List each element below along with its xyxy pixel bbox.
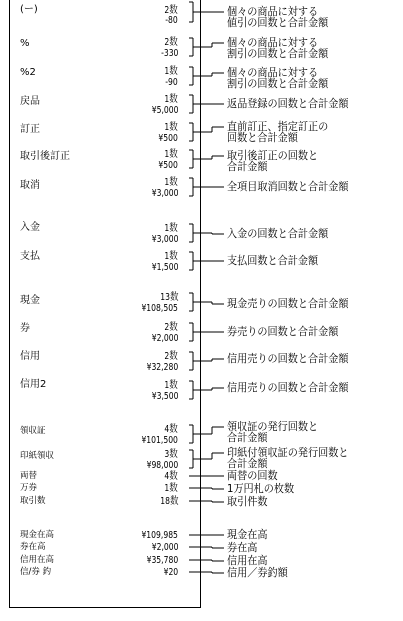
row-count: 2数 bbox=[164, 5, 178, 16]
row-description: 個々の商品に対する bbox=[227, 5, 319, 18]
row-description: 返品登録の回数と合計金額 bbox=[227, 97, 349, 110]
row-count: ¥109,985 bbox=[141, 530, 178, 541]
row-label: 訂正 bbox=[20, 124, 40, 135]
row-count: 2数 bbox=[164, 351, 178, 362]
row-label: 印紙領収 bbox=[20, 451, 55, 461]
row-description: 回数と合計金額 bbox=[227, 131, 298, 144]
row-description: 取引件数 bbox=[227, 495, 268, 508]
row-description: 両替の回数 bbox=[227, 469, 278, 482]
row-amount: ¥108,505 bbox=[141, 303, 178, 314]
row-description: 取引後訂正の回数と bbox=[227, 149, 319, 162]
row-label: 万券 bbox=[20, 483, 38, 493]
row-description: 個々の商品に対する bbox=[227, 66, 319, 79]
row-description: 領収証の発行回数と bbox=[227, 420, 319, 433]
row-amount: ¥3,500 bbox=[151, 391, 178, 402]
row-count: ¥2,000 bbox=[151, 542, 178, 553]
row-amount: ¥500 bbox=[158, 133, 178, 144]
row-description: 券売りの回数と合計金額 bbox=[227, 325, 339, 338]
row-count: 13数 bbox=[159, 292, 178, 303]
row-amount: ¥1,500 bbox=[151, 262, 178, 273]
row-count: 1数 bbox=[164, 483, 178, 494]
row-description: 信用売りの回数と合計金額 bbox=[227, 381, 349, 394]
row-description: 値引の回数と合計金額 bbox=[227, 16, 329, 29]
row-description: 入金の回数と合計金額 bbox=[227, 227, 329, 240]
row-label: 現金 bbox=[20, 295, 40, 306]
row-count: 1数 bbox=[164, 149, 178, 160]
row-label: 取引後訂正 bbox=[20, 151, 70, 162]
row-label: % bbox=[20, 38, 30, 49]
row-amount: -90 bbox=[165, 77, 178, 88]
row-amount: ¥500 bbox=[158, 160, 178, 171]
row-count: 18数 bbox=[159, 496, 178, 507]
row-amount: ¥3,000 bbox=[151, 188, 178, 199]
row-count: 2数 bbox=[164, 37, 178, 48]
row-amount: -330 bbox=[160, 48, 178, 59]
row-label: 信/券 釣 bbox=[20, 567, 52, 577]
row-description: 現金売りの回数と合計金額 bbox=[227, 297, 349, 310]
row-count: 1数 bbox=[164, 177, 178, 188]
row-count: ¥20 bbox=[163, 567, 178, 578]
row-description: 合計金額 bbox=[227, 431, 268, 444]
row-description: 個々の商品に対する bbox=[227, 36, 319, 49]
row-count: 4数 bbox=[164, 471, 178, 482]
row-label: 入金 bbox=[20, 222, 40, 233]
row-count: 2数 bbox=[164, 322, 178, 333]
row-count: 1数 bbox=[164, 380, 178, 391]
row-label: 券在高 bbox=[20, 542, 46, 552]
row-label: 両替 bbox=[20, 471, 38, 481]
row-description: 信用／券釣額 bbox=[227, 566, 288, 579]
row-amount: ¥5,000 bbox=[151, 105, 178, 116]
row-description: 割引の回数と合計金額 bbox=[227, 47, 329, 60]
row-label: (ー) bbox=[20, 4, 38, 15]
row-count: ¥35,780 bbox=[146, 555, 178, 566]
row-count: 4数 bbox=[164, 424, 178, 435]
row-description: 信用売りの回数と合計金額 bbox=[227, 352, 349, 365]
row-count: 1数 bbox=[164, 251, 178, 262]
row-label: 取引数 bbox=[20, 496, 46, 506]
row-description: 支払回数と合計金額 bbox=[227, 254, 319, 267]
row-amount: ¥98,000 bbox=[146, 460, 178, 471]
row-description: 信用在高 bbox=[227, 554, 268, 567]
row-amount: ¥2,000 bbox=[151, 333, 178, 344]
row-label: 現金在高 bbox=[20, 530, 55, 540]
row-amount: ¥32,280 bbox=[146, 362, 178, 373]
row-label: 支払 bbox=[20, 251, 40, 262]
row-description: 割引の回数と合計金額 bbox=[227, 77, 329, 90]
row-description: 直前訂正、指定訂正の bbox=[227, 120, 329, 133]
row-description: 現金在高 bbox=[227, 528, 268, 541]
row-count: 3数 bbox=[164, 449, 178, 460]
row-count: 1数 bbox=[164, 94, 178, 105]
row-description: 全項目取消回数と合計金額 bbox=[227, 180, 349, 193]
row-label: 戻品 bbox=[20, 96, 40, 107]
row-label: %2 bbox=[20, 67, 36, 78]
row-description: 印紙付領収証の発行回数と bbox=[227, 446, 349, 459]
row-label: 信用2 bbox=[20, 379, 47, 390]
row-amount: ¥101,500 bbox=[141, 435, 178, 446]
row-label: 信用在高 bbox=[20, 555, 55, 565]
row-description: 合計金額 bbox=[227, 160, 268, 173]
row-description: 合計金額 bbox=[227, 457, 268, 470]
row-amount: -80 bbox=[165, 15, 178, 26]
row-count: 1数 bbox=[164, 223, 178, 234]
row-description: 1万円札の枚数 bbox=[227, 482, 295, 495]
row-label: 取消 bbox=[20, 180, 40, 191]
row-amount: ¥3,000 bbox=[151, 234, 178, 245]
row-description: 券在高 bbox=[227, 541, 258, 554]
row-label: 領収証 bbox=[20, 426, 46, 436]
row-count: 1数 bbox=[164, 122, 178, 133]
row-label: 券 bbox=[20, 323, 30, 334]
row-label: 信用 bbox=[20, 351, 40, 362]
row-count: 1数 bbox=[164, 66, 178, 77]
